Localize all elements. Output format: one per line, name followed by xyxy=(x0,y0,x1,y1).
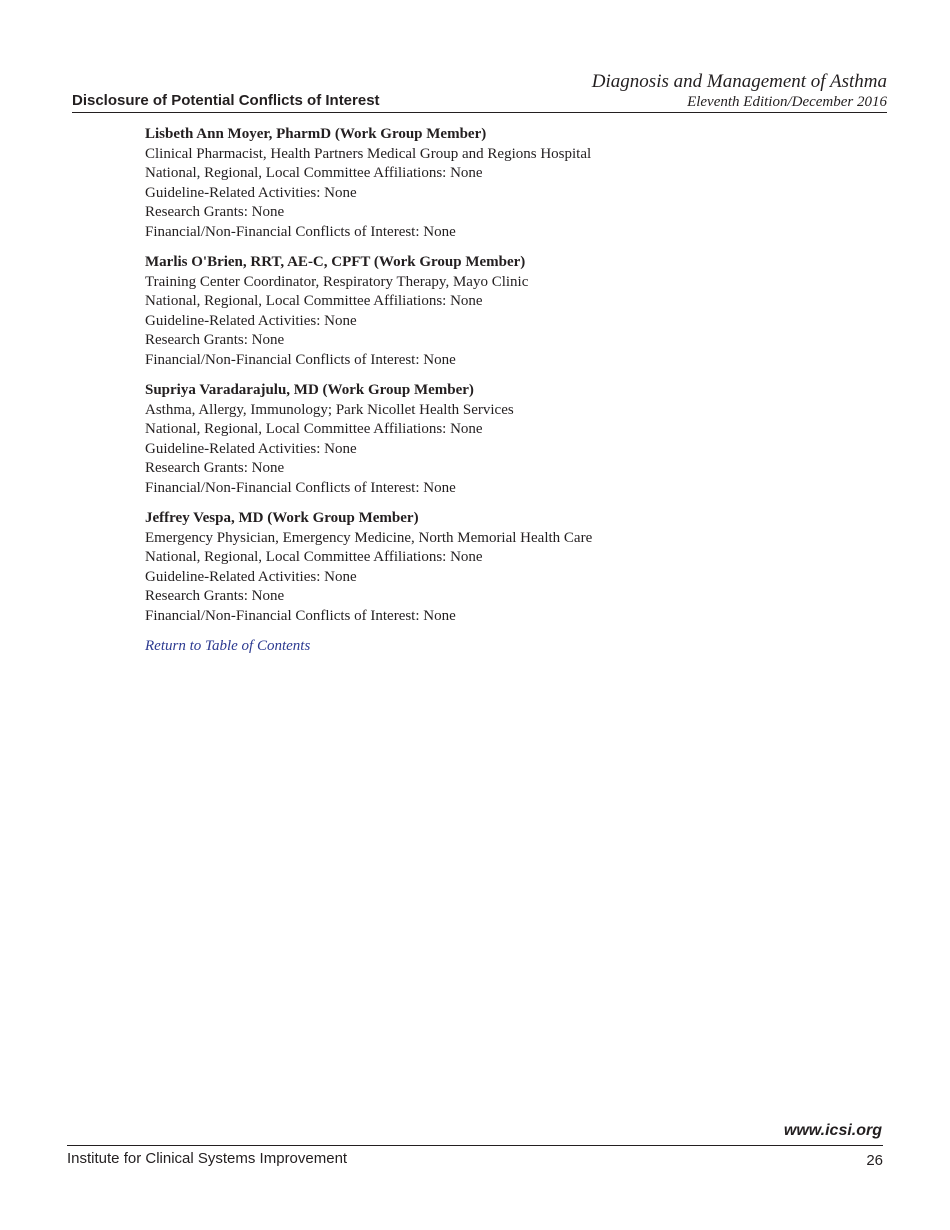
member-name: Jeffrey Vespa, MD (Work Group Member) xyxy=(145,510,419,526)
member-name: Supriya Varadarajulu, MD (Work Group Member) xyxy=(145,382,474,398)
member-guideline: Guideline-Related Activities: None xyxy=(145,184,357,201)
member-conflicts: Financial/Non-Financial Conflicts of Interest: None xyxy=(145,479,456,496)
member-committee: National, Regional, Local Committee Affiliations: None xyxy=(145,421,483,437)
footer-divider xyxy=(67,1145,883,1146)
member-guideline: Guideline-Related Activities: None xyxy=(145,568,357,585)
member-grants: Research Grants: None xyxy=(145,588,285,604)
member-list xyxy=(145,125,845,657)
member-guideline: Guideline-Related Activities: None xyxy=(145,440,357,457)
section-title: Disclosure of Potential Conflicts of Interest xyxy=(72,92,380,109)
member-grants: Research Grants: None xyxy=(145,332,285,348)
member-role: Asthma, Allergy, Immunology; Park Nicollet Health Services xyxy=(145,401,514,418)
member-conflicts: Financial/Non-Financial Conflicts of Interest: None xyxy=(145,351,456,368)
document-header xyxy=(592,71,887,112)
member-role: Clinical Pharmacist, Health Partners Medical Group and Regions Hospital xyxy=(145,145,592,162)
member-name: Marlis O'Brien, RRT, AE-C, CPFT (Work Group Member) xyxy=(145,254,526,270)
member-conflicts: Financial/Non-Financial Conflicts of Interest: None xyxy=(145,607,456,624)
member-committee: National, Regional, Local Committee Affiliations: None xyxy=(145,293,483,309)
document-title: Diagnosis and Management of Asthma xyxy=(591,71,887,92)
member-committee: National, Regional, Local Committee Affiliations: None xyxy=(145,165,483,181)
footer-url: www.icsi.org xyxy=(783,1122,882,1139)
member-role: Emergency Physician, Emergency Medicine, North Memorial Health Care xyxy=(145,529,593,546)
member-entry xyxy=(145,125,845,242)
return-to-toc-link[interactable]: Return to Table of Contents xyxy=(145,638,311,654)
member-role: Training Center Coordinator, Respiratory Therapy, Mayo Clinic xyxy=(145,273,529,290)
member-grants: Research Grants: None xyxy=(145,204,285,220)
member-conflicts: Financial/Non-Financial Conflicts of Interest: None xyxy=(145,223,456,240)
member-name: Lisbeth Ann Moyer, PharmD (Work Group Member) xyxy=(145,126,487,142)
header-divider xyxy=(72,112,887,113)
member-grants: Research Grants: None xyxy=(145,460,285,476)
page-number: 26 xyxy=(866,1152,883,1169)
member-entry xyxy=(145,253,845,370)
footer-organization: Institute for Clinical Systems Improvement xyxy=(67,1150,348,1167)
member-guideline: Guideline-Related Activities: None xyxy=(145,312,357,329)
member-entry xyxy=(145,381,845,498)
document-edition: Eleventh Edition/December 2016 xyxy=(687,94,887,110)
member-entry xyxy=(145,509,845,626)
member-committee: National, Regional, Local Committee Affiliations: None xyxy=(145,549,483,565)
